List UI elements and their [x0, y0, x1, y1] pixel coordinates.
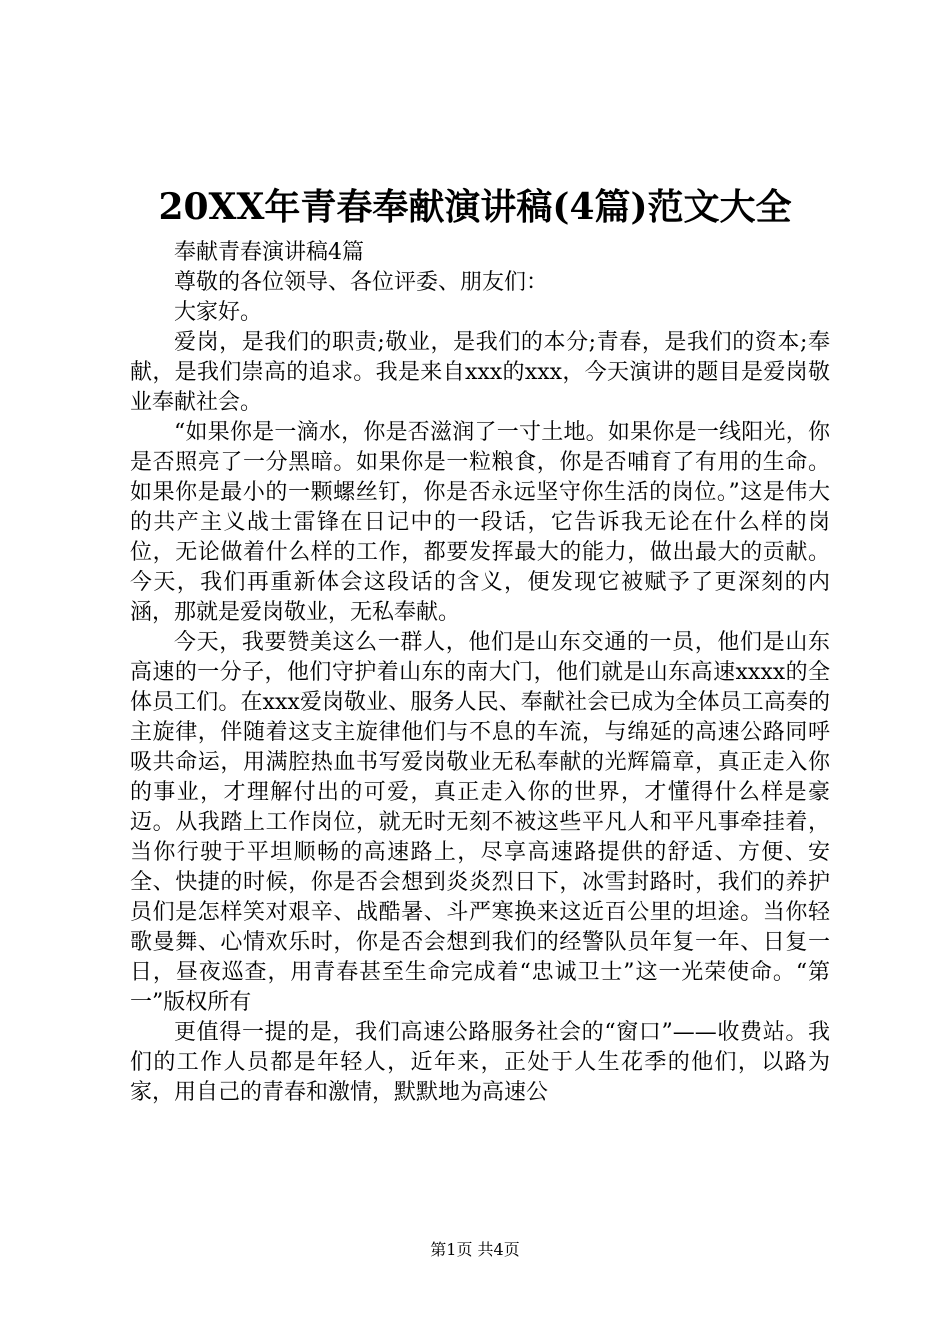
paragraph: 尊敬的各位领导、各位评委、朋友们：	[174, 270, 549, 295]
document-title: 20XX年青春奉献演讲稿(4篇)范文大全	[158, 186, 792, 228]
paragraph: 爱岗，是我们的职责;敬业，是我们的本分;青春，是我们的资本;奉献，是我们崇高的追求。我是来自xxx的xxx，今天演讲的题目是爱岗敬业奉献社会。	[130, 330, 830, 415]
document-body	[130, 238, 830, 1108]
paragraph: 奉献青春演讲稿4篇	[174, 240, 364, 265]
paragraph: “如果你是一滴水，你是否滋润了一寸土地。如果你是一线阳光，你是否照亮了一分黑暗。如果你是一粒粮食，你是否哺育了有用的生命。如果你是最小的一颗螺丝钉，你是否永远坚守你生活的岗位。”这是伟大的共产主义战士雷锋在日记中的一段话，它告诉我无论在什么样的岗位，无论做着什么样的工作，都要发挥最大的能力，做出最大的贡献。今天，我们再重新体会这段话的含义，便发现它被赋予了更深刻的内涵，那就是爱岗敬业，无私奉献。	[130, 420, 830, 625]
paragraph: 大家好。	[174, 300, 263, 325]
page-footer: 第1页 共4页	[430, 1240, 520, 1259]
paragraph: 更值得一提的是，我们高速公路服务社会的“窗口”——收费站。我们的工作人员都是年轻人，近年来，正处于人生花季的他们，以路为家，用自己的青春和激情，默默地为高速公	[130, 1020, 830, 1105]
paragraph: 今天，我要赞美这么一群人，他们是山东交通的一员，他们是山东高速的一分子，他们守护着山东的南大门，他们就是山东高速xxxx的全体员工们。在xxx爱岗敬业、服务人民、奉献社会已成为全体员工高奏的主旋律，伴随着这支主旋律他们与不息的车流，与绵延的高速公路同呼吸共命运，用满腔热血书写爱岗敬业无私奉献的光辉篇章，真正走入你的事业，才理解付出的可爱，真正走入你的世界，才懂得什么样是豪迈。从我踏上工作岗位，就无时无刻不被这些平凡人和平凡事牵挂着，当你行驶于平坦顺畅的高速路上，尽享高速路提供的舒适、方便、安全、快捷的时候，你是否会想到炎炎烈日下，冰雪封路时，我们的养护员们是怎样笑对艰辛、战酷暑、斗严寒换来这近百公里的坦途。当你轻歌曼舞、心情欢乐时，你是否会想到我们的经警队员年复一年、日复一日，昼夜巡查，用青春甚至生命完成着“忠诚卫士”这一光荣使命。“第一”版权所有	[130, 630, 830, 1015]
